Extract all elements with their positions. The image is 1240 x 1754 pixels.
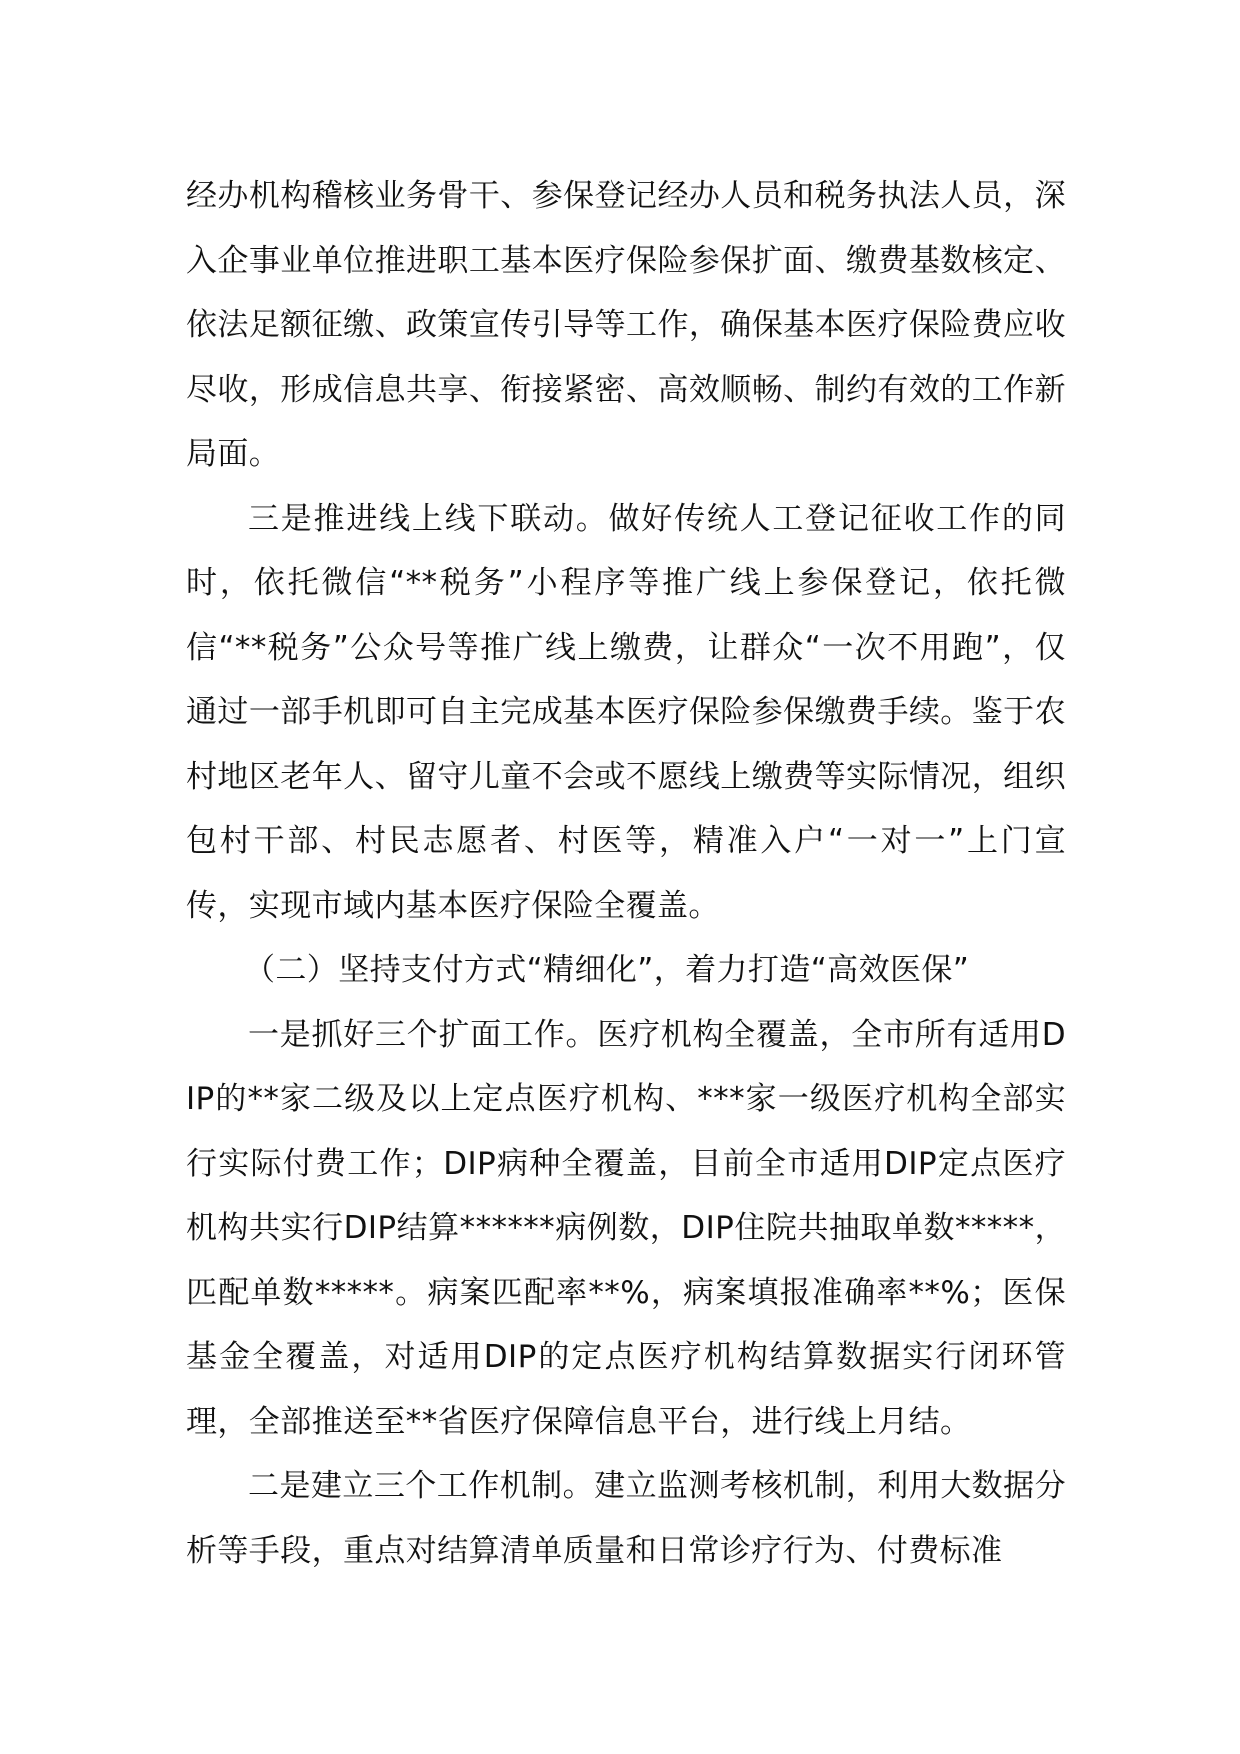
section-heading-payment-method: （二）坚持支付方式“精细化”，着力打造“高效医保” xyxy=(244,952,970,988)
paragraph-three-work-mechanisms: 二是建立三个工作机制。建立监测考核机制，利用大数据分析等手段，重点对结算清单质量和日常诊疗行为、付费标准 xyxy=(186,1468,1066,1569)
paragraph-staff-mobilization: 经办机构稽核业务骨干、参保登记经办人员和税务执法人员，深入企事业单位推进职工基本医疗保险参保扩面、缴费基数核定、依法足额征缴、政策宣传引导等工作，确保基本医疗保险费应收尽收，形成信息共享、衔接紧密、高效顺畅、制约有效的工作新局面。 xyxy=(186,178,1066,472)
paragraph-three-expansion-tasks: 一是抓好三个扩面工作。医疗机构全覆盖，全市所有适用DIP的**家二级及以上定点医疗机构、***家一级医疗机构全部实行实际付费工作；DIP病种全覆盖，目前全市适用DIP定点医疗机构共实行DIP结算******病例数，DIP住院共抽取单数*****，匹配单数*****。病案匹配率**%，病案填报准确率**%；医保基金全覆盖，对适用DIP的定点医疗机构结算数据实行闭环管理，全部推送至**省医疗保障信息平台，进行线上月结。 xyxy=(186,1016,1066,1440)
document-body xyxy=(186,164,1066,1583)
paragraph-online-offline-linkage: 三是推进线上线下联动。做好传统人工登记征收工作的同时，依托微信“**税务”小程序等推广线上参保登记，依托微信“**税务”公众号等推广线上缴费，让群众“一次不用跑”，仅通过一部手机即可自主完成基本医疗保险参保缴费手续。鉴于农村地区老年人、留守儿童不会或不愿线上缴费等实际情况，组织包村干部、村民志愿者、村医等，精准入户“一对一”上门宣传，实现市域内基本医疗保险全覆盖。 xyxy=(186,500,1066,924)
